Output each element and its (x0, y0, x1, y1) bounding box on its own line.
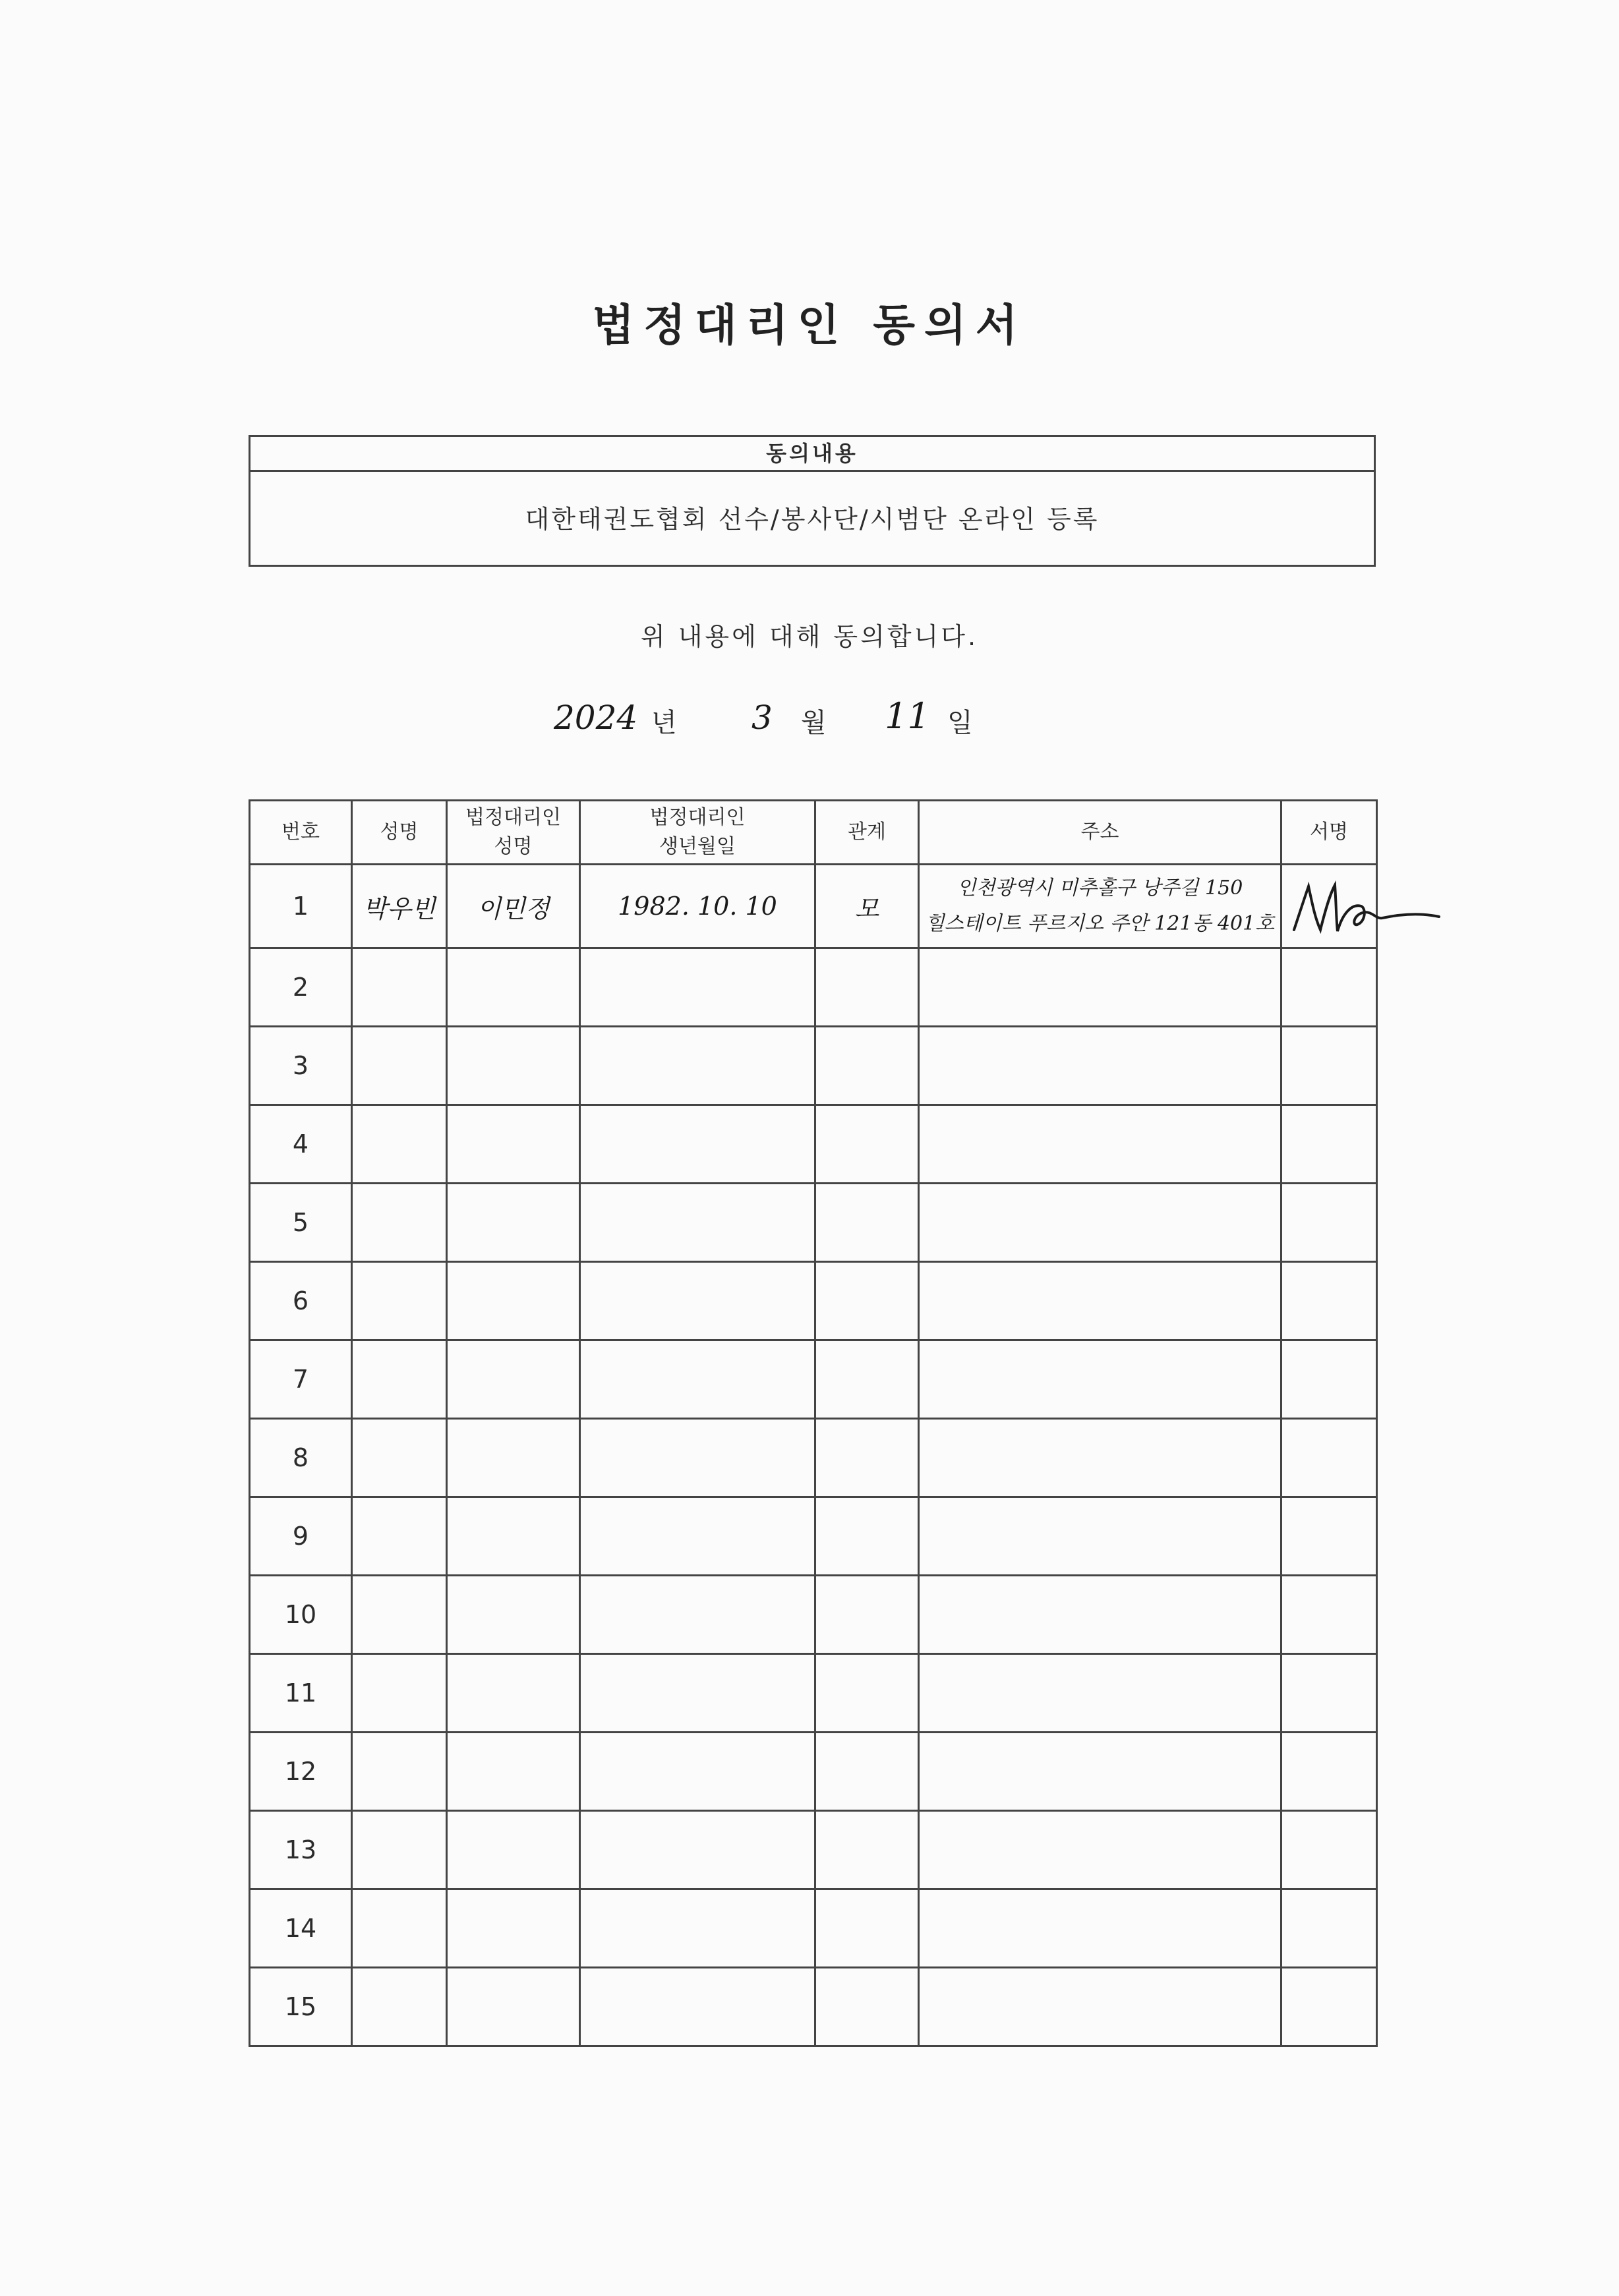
registration-table (249, 799, 1378, 2047)
cell-no: 12 (250, 1733, 352, 1811)
table-row (250, 948, 1377, 1027)
header-signature: 서명 (1281, 801, 1377, 865)
table-row (250, 1497, 1377, 1576)
table-row (250, 1733, 1377, 1811)
table-row (250, 1105, 1377, 1184)
cell-signature (1281, 865, 1377, 948)
table-row (250, 865, 1377, 948)
header-no: 번호 (250, 801, 352, 865)
date-year-unit: 년 (651, 708, 677, 738)
agreement-statement: 위 내용에 대해 동의합니다. (640, 622, 979, 651)
table-row (250, 1027, 1377, 1105)
header-guardian-birth-line2: 생년월일 (659, 835, 736, 858)
header-address: 주소 (919, 801, 1281, 865)
cell-no: 14 (250, 1889, 352, 1968)
cell-guardian-birth: 1982. 10. 10 (580, 865, 815, 948)
table-header-row (250, 801, 1377, 865)
date-day: 11 (885, 695, 930, 737)
consent-content: 대한태권도협회 선수/봉사단/시범단 온라인 등록 (525, 505, 1100, 534)
header-guardian-birth-line1: 법정대리인 (649, 806, 746, 829)
header-guardian-name-line1: 법정대리인 (465, 806, 561, 829)
cell-no: 7 (250, 1340, 352, 1419)
cell-no: 5 (250, 1184, 352, 1262)
cell-no: 9 (250, 1497, 352, 1576)
table-row (250, 1262, 1377, 1340)
header-relation: 관계 (815, 801, 919, 865)
cell-no: 2 (250, 948, 352, 1027)
table-row (250, 1889, 1377, 1968)
cell-address (919, 865, 1281, 948)
table-row (250, 1340, 1377, 1419)
table-row (250, 1654, 1377, 1733)
cell-relation: 모 (815, 865, 919, 948)
header-guardian-name-line2: 성명 (494, 835, 533, 858)
date-month-unit: 월 (801, 708, 827, 738)
date-day-unit: 일 (947, 708, 973, 738)
consent-box (249, 435, 1376, 567)
cell-no: 13 (250, 1811, 352, 1889)
header-guardian-name (447, 801, 580, 865)
address-line-1: 인천광역시 미추홀구 낭주길 150 (957, 876, 1243, 900)
cell-guardian-name: 이민정 (447, 865, 580, 948)
table-row (250, 1576, 1377, 1654)
consent-heading: 동의내용 (250, 437, 1374, 472)
header-name: 성명 (352, 801, 447, 865)
table-row (250, 1968, 1377, 2046)
date-month: 3 (751, 699, 773, 737)
table-row (250, 1811, 1377, 1889)
handwritten-signature (1289, 878, 1440, 938)
cell-no: 3 (250, 1027, 352, 1105)
cell-no: 10 (250, 1576, 352, 1654)
document-title: 법정대리인 동의서 (592, 300, 1027, 351)
header-guardian-birth (580, 801, 815, 865)
cell-no: 4 (250, 1105, 352, 1184)
cell-no: 11 (250, 1654, 352, 1733)
cell-no: 1 (250, 865, 352, 948)
cell-no: 6 (250, 1262, 352, 1340)
cell-no: 15 (250, 1968, 352, 2046)
cell-no: 8 (250, 1419, 352, 1497)
date-year: 2024 (554, 699, 638, 737)
table-row (250, 1184, 1377, 1262)
address-line-2: 힐스테이트 푸르지오 주안 121동 401호 (925, 912, 1275, 935)
cell-name: 박우빈 (352, 865, 447, 948)
table-row (250, 1419, 1377, 1497)
